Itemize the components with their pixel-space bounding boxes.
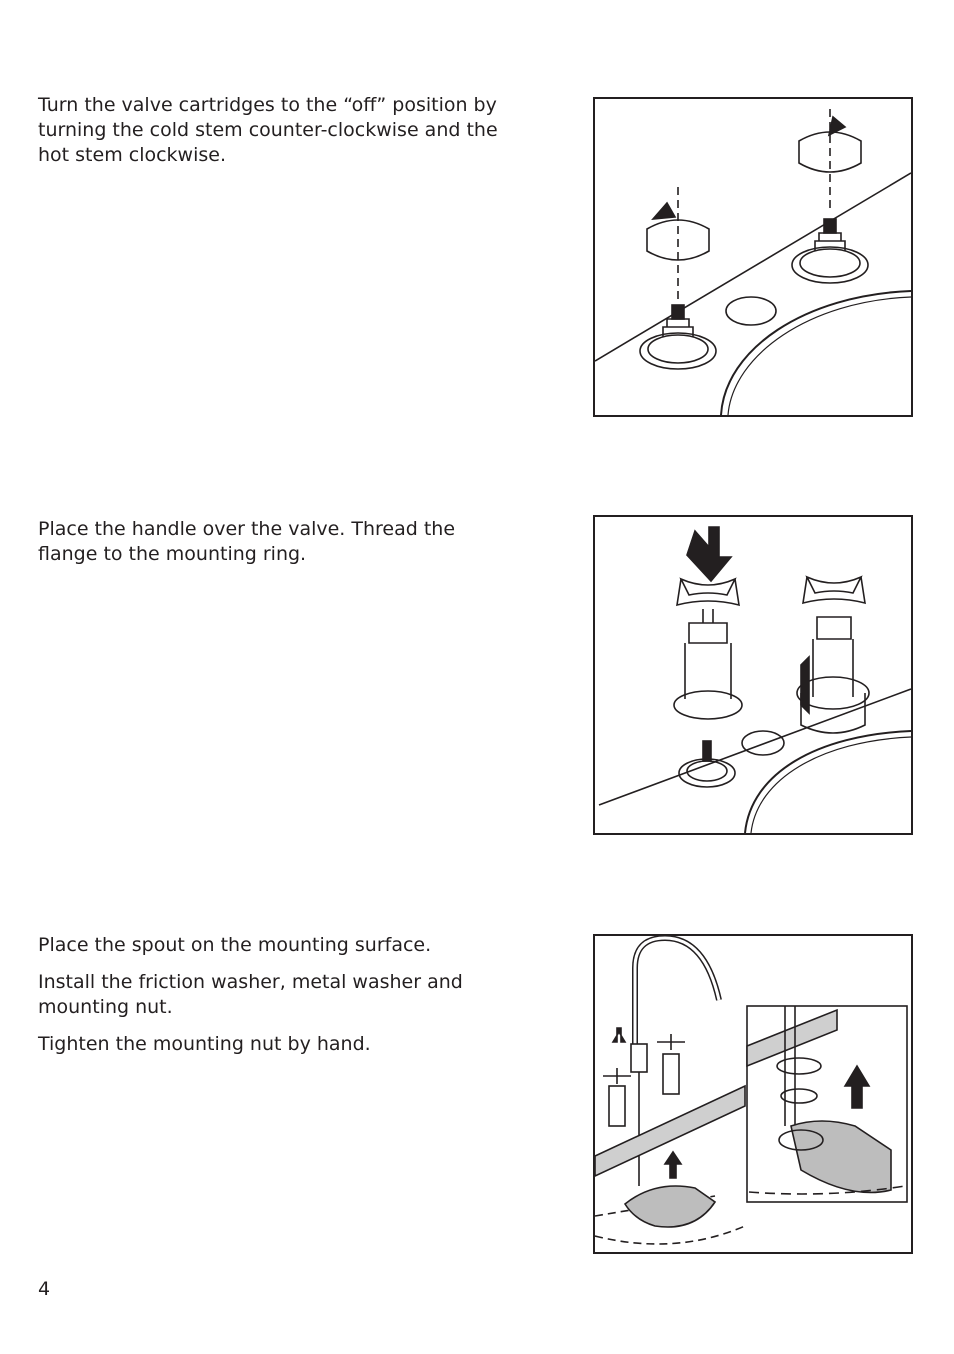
step-2-text	[38, 517, 508, 579]
step-1-text	[38, 93, 508, 180]
page-number: 4	[38, 1278, 51, 1300]
step-3-paragraph-3: Tighten the mounting nut by hand.	[38, 1033, 371, 1055]
step-3-text	[38, 933, 508, 1069]
valve-cartridge-rotation-icon	[595, 99, 911, 415]
step-3-paragraph-1: Place the spout on the mounting surface.	[38, 934, 432, 956]
step-3-paragraph-2: Install the friction washer, metal washer and mounting nut.	[38, 971, 463, 1018]
step-2-figure	[593, 515, 913, 835]
spout-mounting-icon	[595, 936, 911, 1252]
handle-installation-icon	[595, 517, 911, 833]
step-1-figure	[593, 97, 913, 417]
step-1-paragraph: Turn the valve cartridges to the “off” position by turning the cold stem counter-clockwise and the hot stem clockwise.	[38, 94, 498, 166]
step-3-figure	[593, 934, 913, 1254]
step-2-paragraph: Place the handle over the valve. Thread the flange to the mounting ring.	[38, 518, 456, 565]
